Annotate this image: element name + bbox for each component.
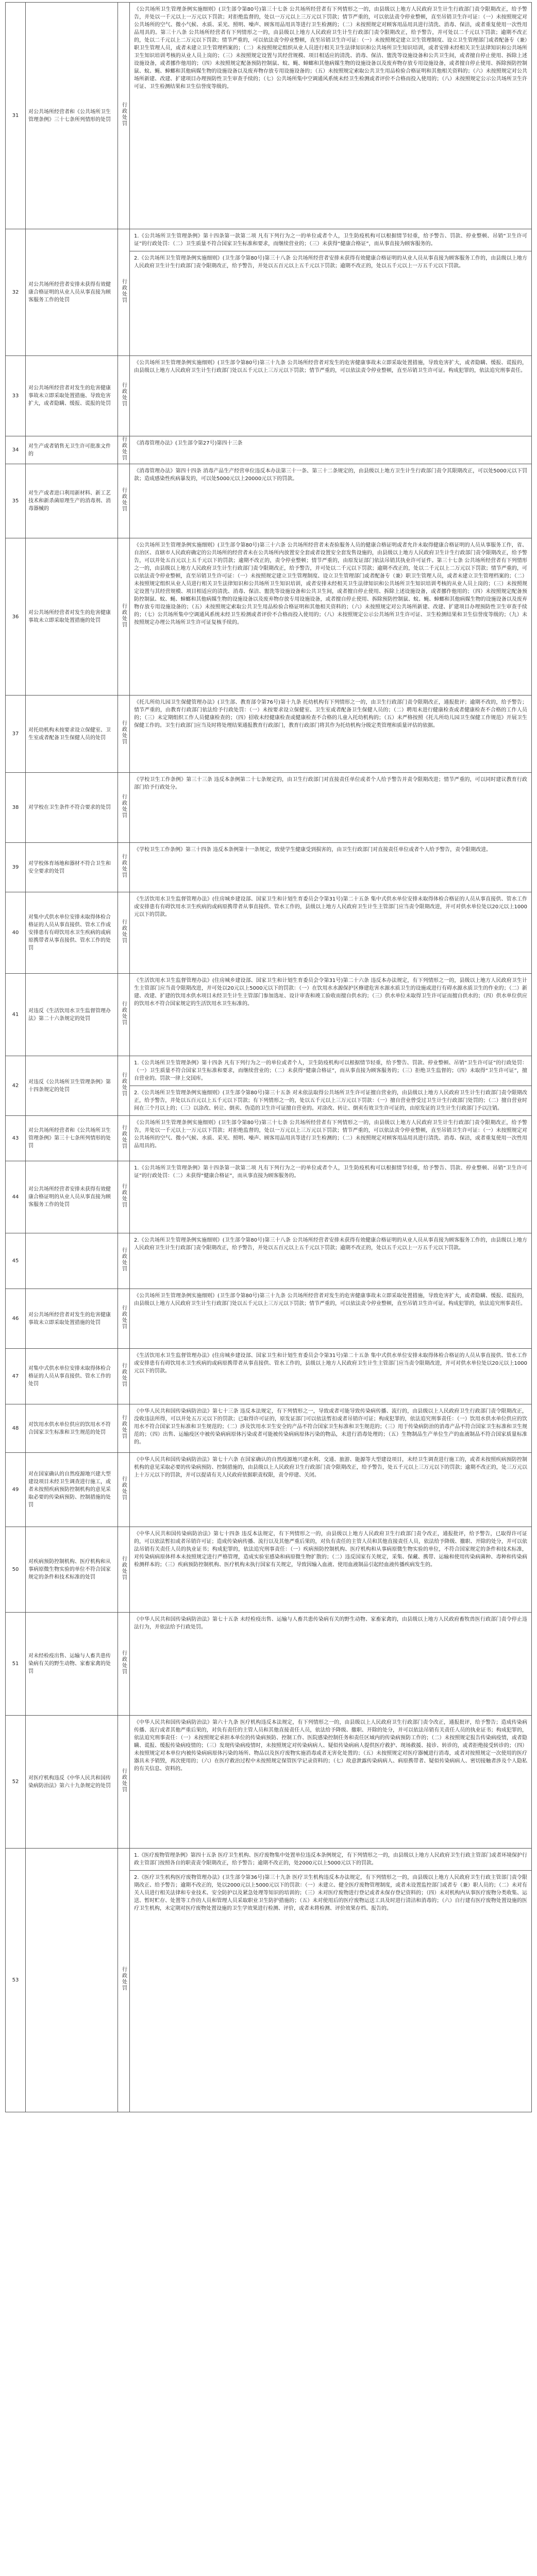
penalty-item: 对集中式供水单位安排未取得体检合格证的人员从事直接供、管水工作或安排患有有碍饮用水卫生疾病的或病原携带者从事直接供、管水工作的处罚 [26,892,118,974]
legal-basis-paragraph: 2.《公共场所卫生管理条例实施细则》(卫生部令第80号)第三十八条 公共场所经营者安排未获得有效健康合格证明的从业人员从事直接为顾客服务工作的，由县级以上地方人民政府卫生计生行政部门责令限期改正，给予警告，并处以五百元以上五千元以下罚款；逾期不改正的，处以五千元以上一万五千元以下罚款。 [130,251,531,273]
legal-basis-paragraph: 《公共场所卫生管理条例实施细则》(卫生部令第80号)第三十六条 公共场所经营者未查验服务人员的健康合格证明或者允许未取得健康合格证明的人员从事服务工作，省、自治区、直辖市人民政府确定的公共场所的经营者未在公共场所内放置安全套或者设置安全套发售设施的，由县级以上地方人民政府卫生计生行政部门责令限期改正，给予警告，可以并处五百元以上五千元以下的罚款；逾期不改正的，责令停业整顿；情节严重的，由原发证部门依法吊销其执业许可证件。第三十七条 公共场所经营者有下列情形之一的，由县级以上地方人民政府卫生计生行政部门责令限期改正，给予警告，并可处以二千元以下罚款；逾期不改正的，处以二千元以上二万元以下罚款；情节严重的，可以依法责令停业整顿，直至吊销卫生许可证：（一）未按照规定建立卫生管理制度、设立卫生管理部门或者配备专（兼）职卫生管理人员，或者未建立卫生管理档案的；（二）未按照规定组织从业人员进行相关卫生法律知识和公共场所卫生知识培训，或者安排未经相关卫生法律知识和公共场所卫生知识培训考核的从业人员上岗的；（三）未按照规定设置与其经营规模、项目相适应的清洗、消毒、保洁、盥洗等设施设备和公共卫生间，或者擅自停止使用、拆除上述设施设备，或者挪作他用的；（四）未按照规定配备预防控制鼠、蚊、蝇、蟑螂和其他病媒生物的设施设备以及废弃物存放专用设施设备，或者擅自停止使用、拆除预防控制鼠、蚊、蝇、蟑螂和其他病媒生物的设施设备以及废弃物存放专用设施设备的；（五）未按照规定索取公共卫生用品检验合格证明和其他相关资料的；（六）未按照规定对公共场所新建、改建、扩建项目办理预防性卫生审查手续的；（七）公共场所集中空调通风系统未经卫生检测或者评价不合格而投入使用的；（八）未按照规定公示公共场所卫生许可证、卫生检测结果和卫生信誉度等级的；（九）未按照规定办理公共场所卫生许可证复核手续的。 [134,543,527,625]
row-number: 31 [6,3,26,229]
row-number: 42 [6,1056,26,1116]
legal-basis-paragraph: 《公共场所卫生管理条例实施细则》(卫生部令第80号)第三十九条 公共场所经营者对发生的危害健康事故未立即采取处置措施，导致危害扩大，或者隐瞒、缓报、谎报的，由县级以上地方人民政府卫生计生行政部门处以五千元以上三万元以下罚款；情节严重的，可以依法责令停业整顿，直至吊销卫生许可证。构成犯罪的，依法追究刑事责任。 [134,1293,527,1307]
row-number: 37 [6,696,26,773]
penalty-item: 对学校在卫生条件不符合要求的处罚 [26,773,118,843]
legal-basis-paragraph: 1.《公共场所卫生管理条例》第十四条第一款第二项 凡有下列行为之一的单位或者个人，卫生防疫机构可以根据情节轻重，给予警告、罚款、停业整顿、吊销“卫生许可证”的行政处罚：（二）未获得“健康合格证”，而从事直接为顾客服务的。 [134,1165,527,1179]
power-category: 行政处罚 [121,1183,127,1208]
legal-basis-cell [130,1613,532,1716]
penalty-item: 对在国家确认的自然疫源地兴建大型建设项目未经卫生调查进行施工，或者未按照疾病预防控制机构的意见采取必要的传染病预防、控制措施的处罚 [26,1453,118,1527]
legal-basis-paragraph: 1.《医疗废物管理条例》第四十五条 医疗卫生机构、医疗废物集中处置单位违反本条例规定，有下列情形之一的，由县级以上地方人民政府卫生行政主管部门或者环境保护行政主管部门按照各自的职责责令限期改正，给予警告；逾期不改正的，处2000元以上5000元以下的罚款。 [134,1853,527,1866]
table-row [6,974,532,1056]
power-category: 行政处罚 [121,1072,127,1097]
row-number: 39 [6,843,26,892]
table-row [6,436,532,464]
table-row [6,1289,532,1349]
row-number: 44 [6,1161,26,1233]
power-category-cell [118,1349,130,1404]
legal-basis-cell [130,436,532,464]
table-row [6,843,532,892]
penalty-item: 对生产或者进口利用新材料、新工艺技术和新杀菌原理生产的消毒剂、消毒器械的 [26,464,118,538]
power-category-cell [118,356,130,436]
legal-basis-paragraph: 2.《医疗卫生机构医疗废物管理办法》(卫生部令第36号)第三十九条 医疗卫生机构违反本办法规定，有下列情形之一的，由县级以上地方人民政府卫生行政主管部门责令限期改正、给予警告；逾期不改正的，处以2000元以上5000元以下的罚款：（一）未建立、健全医疗废物管理制度，或者未设置监控部门或者专（兼）职人员的；（二）未对有关人员进行相关法律和专业技术、安全防护以及紧急处理等知识的培训的；（三）未对医疗废物进行登记或者未保存登记资料的；（四）未对机构内从事医疗废物分类收集、运送、暂时贮存、处置等工作的人员和管理人员采取职业卫生防护措施的；（五）未对使用后的医疗废物运送工具及时进行清洁和消毒的；（六）自行建有医疗废物处置设施的医疗卫生机构，未定期对医疗废物处置设施的卫生学效果进行检测、评价，或者未将检测、评价效果存档、报告的。 [130,1870,531,1916]
power-category: 行政处罚 [121,1556,127,1581]
table-row [6,1716,532,1849]
penalty-item: 对违反《生活饮用水卫生监督管理办法》第二十六条规定的处罚 [26,974,118,1056]
penalty-item: 对公共场所经营者和《公共场所卫生管理条例》三十七条所列情形的处罚 [26,3,118,229]
penalty-item: 对医疗机构违反《中华人民共和国传染病防治法》第六十九条规定的处罚 [26,1716,118,1849]
power-category: 行政处罚 [121,1305,127,1330]
row-number: 45 [6,1233,26,1289]
table-row [6,538,532,696]
power-category: 行政处罚 [121,1650,127,1675]
penalty-item: 对公共场所经营者对发生的危害健康事故未立即采取处置措施的处罚 [26,538,118,696]
legal-basis-paragraph: 《托儿所幼儿园卫生保健管理办法》(卫生部、教育部令第76号)第十九条 托幼机构有下列情形之一的，由卫生行政部门责令限期改正，通报批评；逾期不改的，给予警告；情节严重的，由教育行政部门依法给予行政处罚：（一）未按要求设立保健室、卫生室或者配备卫生保健人员的；（二）聘用未进行健康检查或者健康检查不合格的工作人员的；（三）未定期组织工作人员健康检查的；（四）招收未经健康检查或健康检查不合格的儿童入托幼机构的；（五）未严格按照《托儿所幼儿园卫生保健工作规范》开展卫生保健工作的。卫生行政部门应当及时将处理结果通报教育行政部门，教育行政部门将其作为托幼机构分级定类管理和质量评估的依据。 [134,700,527,728]
legal-basis-cell [130,843,532,892]
legal-basis-cell [130,3,532,229]
table-row [6,892,532,974]
penalty-item: 对违反《公共场所卫生管理条例》第十四条规定的处罚 [26,1056,118,1116]
power-category: 行政处罚 [121,487,127,512]
power-category: 行政处罚 [121,1001,127,1026]
penalty-item: 对未经检疫出售、运输与人畜共患传染病有关的野生动物、家畜家禽的处罚 [26,1613,118,1716]
row-number: 38 [6,773,26,843]
power-category-cell [118,974,130,1056]
legal-basis-cell [130,773,532,843]
row-number: 49 [6,1453,26,1527]
row-number: 41 [6,974,26,1056]
legal-basis-cell [130,1453,532,1527]
penalty-item: 对公共场所经营者对发生的危害健康事故未立即采取处置措施的处罚 [26,1289,118,1349]
power-category-cell [118,696,130,773]
legal-basis-cell [130,1527,532,1613]
table-row [6,1453,532,1527]
power-category: 行政处罚 [121,720,127,745]
legal-basis-cell [130,696,532,773]
row-number: 46 [6,1289,26,1349]
power-category-cell [118,436,130,464]
power-category: 行政处罚 [121,382,127,407]
power-category: 行政处罚 [121,1125,127,1149]
penalty-item: 对公共场所经营者对发生的危害健康事故未立即采取处置措施、导致危害扩大，或者隐瞒、缓报、谎报的处罚 [26,356,118,436]
penalty-item: 对生产或者销售无卫生许可批准文件的 [26,436,118,464]
legal-basis-cell [130,1116,532,1161]
legal-basis-cell [130,974,532,1056]
table-row [6,1116,532,1161]
legal-basis-paragraph: 《中华人民共和国传染病防治法》第七十六条 在国家确认的自然疫源地兴建水利、交通、旅游、能源等大型建设项目，未经卫生调查进行施工的，或者未按照疾病预防控制机构的意见采取必要的传染病预防、控制措施的，由县级以上人民政府卫生行政部门责令限期改正，给予警告，处五千元以上三万元以下的罚款；逾期不改正的，处三万元以上十万元以下的罚款，并可以提请有关人民政府依据职责权限，责令停建、关闭。 [134,1457,527,1478]
power-category-cell [118,464,130,538]
table-body [6,3,532,2112]
table-row [6,1056,532,1116]
legal-basis-paragraph: 《公共场所卫生管理条例实施细则》(卫生部令第80号)第三十七条 公共场所经营者有下列情形之一的，由县级以上地方人民政府卫生计生行政部门责令限期改正，给予警告，并处以一千元以上一万元以下罚款；对拒绝监督的，处以一万元以上三万元以下罚款；情节严重的，可以依法责令停业整顿，直至吊销卫生许可证：（一）未按照规定对公共场所的空气、微小气候、水质、采光、照明、噪声、顾客用品用具等进行卫生检测的；（二）未按照规定对顾客用品用具进行清洗、消毒、保洁，或者重复使用一次性用品用具的。第三十八条 公共场所经营者有下列情形之一的，由县级以上地方人民政府卫生计生行政部门责令限期改正，给予警告，并可处以二千元以下罚款；逾期不改正的，处以二千元以上二万元以下罚款；情节严重的，可以依法责令停业整顿，直至吊销卫生许可证：（一）未按照规定建立卫生管理制度、设立卫生管理部门或者配备专（兼）职卫生管理人员，或者未建立卫生管理档案的；（二）未按照规定组织从业人员进行相关卫生法律知识和公共场所卫生知识培训，或者安排未经相关卫生法律知识和公共场所卫生知识培训考核的从业人员上岗的；（三）未按照规定设置与其经营规模、项目相适应的清洗、消毒、保洁、盥洗等设施设备和公共卫生间，或者擅自停止使用、拆除上述设施设备，或者挪作他用的；（四）未按照规定配备预防控制鼠、蚊、蝇、蟑螂和其他病媒生物的设施设备以及废弃物存放专用设施设备，或者擅自停止使用、拆除预防控制鼠、蚊、蝇、蟑螂和其他病媒生物的设施设备以及废弃物存放专用设施设备的；（五）未按照规定索取公共卫生用品检验合格证明和其他相关资料的；（六）未按照规定对公共场所新建、改建、扩建项目办理预防性卫生审查手续的；（七）公共场所集中空调通风系统未经卫生检测或者评价不合格而投入使用的；（八）未按照规定公示公共场所卫生许可证、卫生检测结果和卫生信誉度等级的。 [134,7,527,90]
penalty-item: 对集中式供水单位安排未取得体检合格证的人员从事直接供、管水工作的处罚 [26,1349,118,1404]
row-number: 48 [6,1404,26,1453]
legal-basis-cell [130,1289,532,1349]
table-row [6,464,532,538]
power-category-cell [118,1116,130,1161]
power-category: 行政处罚 [121,1768,127,1793]
legal-basis-paragraph: 《公共场所卫生管理条例实施细则》(卫生部令第80号)第三十七条 公共场所经营者有下列情形之一的，由县级以上地方人民政府卫生计生行政部门责令限期改正，给予警告，并处以一千元以上一万元以下罚款；对拒绝监督的，处以一万元以上三万元以下罚款；情节严重的，可以依法责令停业整顿，直至吊销卫生许可证：（一）未按照规定对公共场所的空气、微小气候、水质、采光、照明、噪声、顾客用品用具等进行卫生检测的；（二）未按照规定对顾客用品用具进行清洗、消毒、保洁，或者重复使用一次性用品用具的。 [134,1120,527,1149]
row-number: 35 [6,464,26,538]
legal-basis-cell [130,356,532,436]
power-category: 行政处罚 [121,1415,127,1439]
table-row [6,229,532,356]
legal-basis-cell [130,1404,532,1453]
power-category-cell [118,1613,130,1716]
legal-basis-paragraph: 2.《公共场所卫生管理条例实施细则》(卫生部令第80号)第三十八条 公共场所经营者安排未获得有效健康合格证明的从业人员从事直接为顾客服务工作的，由县级以上地方人民政府卫生计生行政部门责令限期改正，给予警告，并处以五百元以上五千元以下罚款；逾期不改正的，处以五千元以上一万五千元以下罚款。 [134,1238,527,1251]
table-row [6,1849,532,2112]
power-category-cell [118,1849,130,2112]
power-category-cell [118,843,130,892]
power-category: 行政处罚 [121,854,127,878]
legal-basis-paragraph: 《生活饮用水卫生监督管理办法》(住房城乡建设部、国家卫生和计划生育委员会令第31号)第二十六条 违反本办法规定，有下列情形之一的，县级以上地方人民政府卫生计生主管部门应当责令限期改进，并可处以20元以上5000元以下的罚款：（一）在饮用水水源保护区修建危害水源水质卫生的设施或进行有碍水源水质卫生的作业的；（二）新建、改建、扩建的饮用水供水项目未经卫生计生主管部门参加选址、设计审查和竣工验收而擅自供水的；（三）供水单位未取得卫生许可证而擅自供水的；（四）供水单位供应的饮用水不符合国家规定的生活饮用水卫生标准的。 [134,978,527,1007]
row-number: 33 [6,356,26,436]
power-category-cell [118,1233,130,1289]
table-row [6,1233,532,1289]
legal-basis-cell [130,1849,532,2112]
row-number: 47 [6,1349,26,1404]
row-number: 36 [6,538,26,696]
row-number: 43 [6,1116,26,1161]
table-row [6,696,532,773]
power-category-cell [118,1527,130,1613]
row-number: 51 [6,1613,26,1716]
penalty-item: 对饮用水供水单位供应的饮用水不符合国家卫生标准和卫生规范的处罚 [26,1404,118,1453]
legal-basis-cell [130,1161,532,1233]
legal-basis-cell [130,1349,532,1404]
legal-basis-cell [130,1056,532,1116]
legal-basis-paragraph: 《消毒管理办法》(卫生部令第27号)第四十三条 [134,440,243,446]
power-category-cell [118,1289,130,1349]
legal-basis-cell [130,1233,532,1289]
legal-basis-cell [130,464,532,538]
legal-basis-cell [130,1716,532,1849]
power-category-cell [118,1056,130,1116]
table-row [6,1161,532,1233]
legal-basis-cell [130,229,532,356]
legal-basis-paragraph: 《公共场所卫生管理条例实施细则》(卫生部令第80号)第三十九条 公共场所经营者对发生的危害健康事故未立即采取处置措施，导致危害扩大，或者隐瞒、缓报、谎报的，由县级以上地方人民政府卫生计生行政部门处以五千元以上三万元以下罚款；情节严重的，可以依法责令停业整顿，直至吊销卫生许可证。构成犯罪的，依法追究刑事责任。 [134,360,527,374]
power-category: 行政处罚 [121,1247,127,1272]
row-number: 40 [6,892,26,974]
legal-basis-paragraph: 《中华人民共和国传染病防治法》第七十五条 未经检疫出售、运输与人畜共患传染病有关的野生动物、家畜家禽的，由县级以上地方人民政府畜牧兽医行政部门责令停止违法行为，并依法给予行政处罚。 [134,1617,527,1630]
table-row [6,1404,532,1453]
legal-basis-paragraph: 《中华人民共和国传染病防治法》第六十九条 医疗机构违反本法规定，有下列情形之一的，由县级以上人民政府卫生行政部门责令改正，通报批评，给予警告；造成传染病传播、流行或者其他严重后果的，对负有责任的主管人员和其他直接责任人员，依法给予降级、撤职、开除的处分，并可以依法吊销有关责任人员的执业证书；构成犯罪的，依法追究刑事责任：（一）未按照规定承担本单位的传染病预防、控制工作、医院感染控制任务和责任区域内的传染病预防工作的；（二）未按照规定报告传染病疫情，或者隐瞒、谎报、缓报传染病疫情的；（三）发现传染病疫情时，未按照规定对传染病病人、疑似传染病病人提供医疗救护、现场救援、接诊、转诊的，或者拒绝接受转诊的；（四）未按照规定对本单位内被传染病病原体污染的场所、物品以及医疗废物实施消毒或者无害化处置的；（五）未按照规定对医疗器械进行消毒，或者对按照规定一次使用的医疗器具未予销毁，再次使用的；（六）在医疗救治过程中未按照规定保管医学记录资料的；（七）故意泄露传染病病人、病原携带者、疑似传染病病人、密切接触者涉及个人隐私的有关信息、资料的。 [134,1720,527,1772]
legal-basis-paragraph: 《学校卫生工作条例》第三十三条 违反本条例第二十七条规定的，由卫生行政部门对直接责任单位或者个人给予警告并责令限期改进；情节严重的，可以同时建议教育行政部门给予行政处分。 [134,777,527,790]
power-category: 行政处罚 [121,279,127,303]
power-category: 行政处罚 [121,1967,127,1991]
penalty-item [26,1233,118,1289]
table-row [6,773,532,843]
power-category-cell [118,1161,130,1233]
row-number: 52 [6,1716,26,1849]
penalty-item: 对公共场所经营者和《公共场所卫生管理条例》第三十七条所列情形的处罚 [26,1116,118,1161]
legal-basis-cell [130,538,532,696]
penalty-item: 对托幼机构未按要求设立保健室、卫生室或者配备卫生保健人员的处罚 [26,696,118,773]
penalty-item: 对公共场所经营者安排未获得有效健康合格证明的从业人员从事直接为顾客服务工作的处罚 [26,1161,118,1233]
power-category-cell [118,1453,130,1527]
legal-basis-paragraph: 《消毒管理办法》第四十四条 消毒产品生产经营单位违反本办法第三十一条、第三十二条规定的，由县级以上地方卫生计生行政部门责令其限期改正，可以处5000元以下罚款；造成感染性疾病暴发的，可以处5000元以上20000元以下的罚款。 [134,468,527,482]
legal-basis-paragraph: 1.《公共场所卫生管理条例》第十四条第一款第二项 凡有下列行为之一的单位或者个人，卫生防疫机构可以根据情节轻重，给予警告、罚款、停业整顿、吊销“卫生许可证”的行政处罚：（二）卫生质量不符合国家卫生标准和要求，而继续营业的；（三）未获得“健康合格证”，而从事直接为顾客服务的。 [134,233,527,247]
power-category-cell [118,229,130,356]
table-row [6,3,532,229]
legal-basis-paragraph: 《中华人民共和国传染病防治法》第七十三条 违反本法规定，有下列情形之一，导致或者可能导致传染病传播、流行的，由县级以上人民政府卫生行政部门责令限期改正，没收违法所得，可以并处五万元以下的罚款；已取得许可证的，原发证部门可以依法暂扣或者吊销许可证；构成犯罪的，依法追究刑事责任：（一）饮用水供水单位供应的饮用水不符合国家卫生标准和卫生规范的；（二）涉及饮用水卫生安全的产品不符合国家卫生标准和卫生规范的；（三）用于传染病防治的消毒产品不符合国家卫生标准和卫生规范的；（四）出售、运输疫区中被传染病病原体污染或者可能被传染病病原体污染的物品，未进行消毒处理的；（五）生物制品生产单位生产的血液制品不符合国家质量标准的。 [134,1409,527,1445]
power-category: 行政处罚 [121,436,127,461]
power-category: 行政处罚 [121,1476,127,1501]
power-category-cell [118,1716,130,1849]
legal-basis-paragraph: 1.《公共场所卫生管理条例》第十四条 凡有下列行为之一的单位或者个人，卫生防疫机构可以根据情节轻重，给予警告、罚款、停业整顿、吊销“卫生许可证”的行政处罚：（一）卫生质量不符合国家卫生标准和要求，而继续营业的；（二）未获得“健康合格证”，而从事直接为顾客服务的；（三）拒绝卫生监督的；（四）未取得“卫生许可证”，擅自营业的。罚款一律上交国库。 [134,1060,527,1081]
penalty-item [26,1849,118,2112]
table-row [6,1613,532,1716]
penalty-item: 对公共场所经营者安排未获得有效健康合格证明的从业人员从事直接为顾客服务工作的处罚 [26,229,118,356]
power-category-cell [118,892,130,974]
legal-basis-paragraph: 《学校卫生工作条例》第三十四条 违反本条例第十一条规定，致使学生健康受到损害的，由卫生行政部门对直接责任单位或者个人给予警告，责令限期改进。 [134,847,492,853]
power-category: 行政处罚 [121,794,127,819]
row-number: 34 [6,436,26,464]
power-category-cell [118,538,130,696]
table-row [6,1527,532,1613]
legal-basis-cell [130,892,532,974]
legal-basis-paragraph: 《生活饮用水卫生监督管理办法》(住房城乡建设部、国家卫生和计划生育委员会令第31号)第二十五条 集中式供水单位安排未取得体检合格证的人员从事直接供、管水工作或安排患有有碍饮用水卫生疾病的或病原携带者从事直接供、管水工作的，县级以上地方人民政府卫生计生主管部门应当责令限期改进，并可对供水单位处以20元以上1000元以下的罚款。 [134,896,527,918]
penalty-item: 对疾病预防控制机构、医疗机构和从事病原微生物实验的单位不符合国家规定的条件和技术标准的处罚 [26,1527,118,1613]
table-row [6,1349,532,1404]
power-category: 行政处罚 [121,1363,127,1387]
legal-basis-paragraph: 《生活饮用水卫生监督管理办法》(住房城乡建设部、国家卫生和计划生育委员会令第31号)第二十五条 集中式供水单位安排未取得体检合格证的人员从事直接供、管水工作或安排患有有碍饮用水卫生疾病的或病原携带者从事直接供、管水工作的，县级以上地方人民政府卫生计生主管部门应当责令限期改进，并可对供水单位处以20元以上1000元以下的罚款。 [134,1353,527,1374]
power-category-cell [118,3,130,229]
penalty-item: 对学校体育场地和器材不符合卫生和安全要求的处罚 [26,843,118,892]
row-number: 32 [6,229,26,356]
row-number: 53 [6,1849,26,2112]
penalty-table [5,2,532,2112]
power-category: 行政处罚 [121,102,127,127]
table-row [6,356,532,436]
power-category: 行政处罚 [121,919,127,944]
power-category-cell [118,773,130,843]
legal-basis-paragraph: 《中华人民共和国传染病防治法》第七十四条 违反本法规定，有下列情形之一的，由县级以上地方人民政府卫生行政部门责令改正，通报批评，给予警告，已取得许可证的，可以依法暂扣或者吊销许可证；造成传染病传播、流行以及其他严重后果的，对负有责任的主管人员和其他直接责任人员，依法给予降级、撤职、开除的处分，并可以依法吊销有关责任人员的执业证书；构成犯罪的，依法追究刑事责任：（一）疾病预防控制机构、医疗机构和从事病原微生物实验的单位，不符合国家规定的条件和技术标准，对传染病病原体样本未按照规定进行严格管理，造成实验室感染和病原微生物扩散的；（二）违反国家有关规定，采集、保藏、携带、运输和使用传染病菌种、毒种和传染病检测样本的；（三）疾病预防控制机构、医疗机构未执行国家有关规定，导致因输入血液、使用血液制品引起经血液传播疾病发生的。 [134,1531,527,1568]
power-category: 行政处罚 [121,603,127,628]
row-number: 50 [6,1527,26,1613]
document-page [5,2,532,2112]
power-category-cell [118,1404,130,1453]
legal-basis-paragraph: 2.《公共场所卫生管理条例实施细则》(卫生部令第80号)第三十五条 对未依法取得公共场所卫生许可证擅自营业的，由县级以上地方人民政府卫生计生行政部门责令限期改正，给予警告，并处以五百元以上五千元以下罚款；有下列情形之一的，处以五千元以上三万元以下罚款：（一）擅自营业曾受过卫生计生行政部门处罚的；（二）擅自营业时间在三个月以上的；（三）以涂改、转让、倒卖、伪造的卫生许可证擅自营业的。对涂改、转让、倒卖有效卫生许可证的，由原发证的卫生计生行政部门予以注销。 [130,1086,531,1115]
